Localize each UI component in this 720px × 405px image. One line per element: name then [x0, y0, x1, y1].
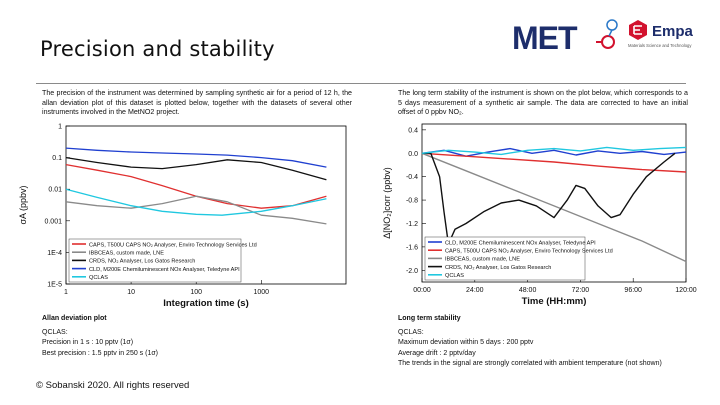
met-logo-text: MET: [512, 20, 577, 56]
right-paragraph: The long term stability of the instrument is shown on the plot below, which corresponds to a 5 days measurement of a synthetic air sample. The data are corrected to have an initial offset of 0 ppbv NO₂.: [398, 89, 688, 117]
legend-label: CLD, M200E Chemiluminescent NOx Analyser, Teledyne API: [89, 266, 240, 273]
legend-label: QCLAS: [89, 275, 108, 282]
y-tick-label: -0.4: [405, 174, 418, 182]
allan-summary-heading: Allan deviation plot: [42, 315, 107, 322]
legend-label: QCLAS: [445, 273, 464, 280]
allan-summary-line: QCLAS:: [42, 328, 68, 336]
y-tick-label: 1: [58, 123, 62, 131]
x-tick-label: 120:00: [675, 287, 697, 294]
legend-label: CRDS, NO₂ Analyser, Los Gatos Research: [445, 264, 552, 271]
copyright-notice: © Sobanski 2020. All rights reserved: [36, 380, 190, 391]
x-tick-label: 00:00: [413, 287, 431, 294]
y-tick-label: 0.001: [44, 218, 62, 226]
x-tick-label: 96:00: [624, 287, 642, 294]
stability-summary-line: Average drift : 2 pptv/day: [398, 349, 476, 357]
x-axis-label: Time (HH:mm): [521, 296, 587, 307]
y-axis-label: σA (ppbv): [18, 185, 28, 225]
x-tick-label: 1000: [253, 289, 270, 296]
x-tick-label: 1: [64, 289, 68, 296]
stability-summary-line: The trends in the signal are strongly correlated with ambient temperature (not shown): [398, 360, 662, 367]
legend-label: IBBCEAS, custom made, LNE: [89, 250, 164, 257]
legend-label: CRDS, NO₂ Analyser, Los Gatos Research: [89, 258, 196, 265]
legend-label: CLD, M200E Chemiluminescent NOx Analyser, Teledyne API: [445, 240, 596, 247]
x-tick-label: 24:00: [466, 287, 484, 294]
legend-label: CAPS, T500U CAPS NO₂ Analyser, Enviro Technology Services Ltd: [89, 242, 257, 249]
empa-logo-text: Empa: [652, 23, 693, 40]
y-tick-label: 0.4: [408, 127, 418, 135]
stability-summary-line: QCLAS:: [398, 328, 424, 336]
y-tick-label: -1.2: [405, 220, 418, 228]
stability-summary: [398, 314, 718, 370]
legend-label: IBBCEAS, custom made, LNE: [445, 256, 520, 263]
y-tick-label: -1.6: [405, 244, 418, 252]
empa-tagline: Materials Science and Technology: [628, 43, 692, 48]
allan-deviation-chart: [4, 122, 354, 310]
y-tick-label: -0.8: [405, 197, 418, 205]
x-tick-label: 48:00: [518, 287, 537, 294]
y-tick-label: 0.0: [408, 150, 418, 158]
y-tick-label: 0.01: [48, 186, 62, 194]
left-paragraph: The precision of the instrument was determined by sampling synthetic air for a period of 12 h, the allan deviation plot of this dataset is plotted below, together with the datasets of several other instruments involved in the MetNO2 project.: [42, 89, 352, 117]
title-divider: [36, 83, 686, 84]
long-term-stability-chart: [366, 120, 704, 310]
legend-label: CAPS, T500U CAPS NO₂ Analyser, Enviro Technology Services Ltd: [445, 248, 613, 255]
y-tick-label: 1E-4: [47, 249, 62, 257]
y-tick-label: -2.0: [405, 267, 418, 275]
allan-summary: [42, 314, 342, 359]
empa-logo: [628, 16, 718, 54]
slide-title: Precision and stability: [40, 37, 275, 61]
allan-summary-line: Best precision : 1.5 pptv in 250 s (1σ): [42, 349, 158, 357]
y-tick-label: 0.1: [52, 155, 62, 163]
allan-summary-line: Precision in 1 s : 10 pptv (1σ): [42, 339, 134, 346]
met-logo: [512, 16, 622, 56]
x-tick-label: 10: [127, 289, 135, 296]
x-tick-label: 72:00: [571, 287, 590, 294]
stability-summary-line: Maximum deviation within 5 days : 200 pptv: [398, 339, 534, 346]
y-tick-label: 1E-5: [47, 281, 62, 289]
x-tick-label: 100: [190, 289, 203, 296]
stability-summary-heading: Long term stability: [398, 315, 461, 322]
y-axis-label: Δ[NO₂]corr (ppbv): [382, 167, 392, 239]
x-axis-label: Integration time (s): [163, 298, 249, 309]
